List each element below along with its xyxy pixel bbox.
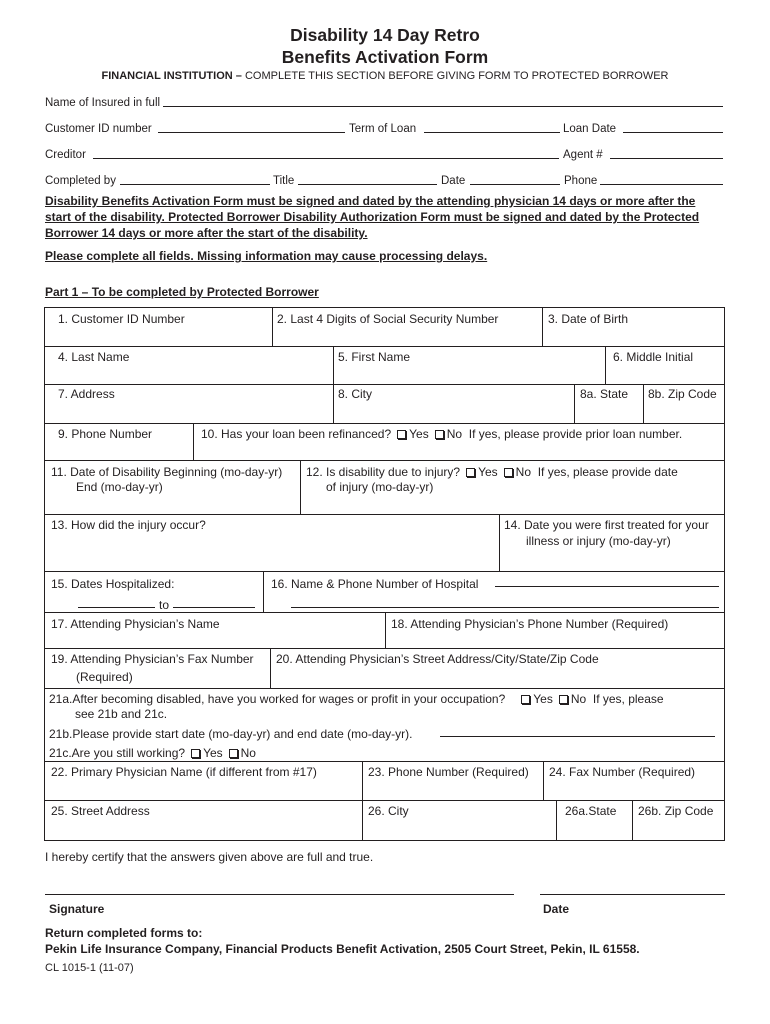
completed-by-field[interactable] [120, 184, 270, 185]
col-divider [556, 800, 557, 841]
title-field[interactable] [298, 184, 437, 185]
customer-id-number-cell[interactable]: 1. Customer ID Number [58, 312, 185, 326]
injury-label: 12. Is disability due to injury? [306, 465, 461, 479]
disability-end-label[interactable]: End (mo-day-yr) [76, 480, 163, 494]
ssn-last4-cell[interactable]: 2. Last 4 Digits of Social Security Number [277, 312, 499, 326]
first-name-cell[interactable]: 5. First Name [338, 350, 411, 364]
refinanced-no-checkbox[interactable] [435, 430, 444, 439]
still-working-yes-label: Yes [203, 746, 223, 760]
signature-label: Signature [49, 902, 105, 916]
refinanced-rest: If yes, please provide prior loan number. [468, 427, 683, 441]
physician-fax-required: (Required) [76, 670, 133, 684]
return-address: Pekin Life Insurance Company, Financial Products Benefit Activation, 2505 Court Street, Pekin, IL 61558. [45, 942, 640, 956]
customer-id-field[interactable] [158, 132, 345, 133]
signature-line[interactable] [45, 894, 514, 895]
last-name-cell[interactable]: 4. Last Name [58, 350, 130, 364]
completed-by-label: Completed by [45, 175, 116, 187]
first-treated-label2: illness or injury (mo-day-yr) [526, 534, 671, 548]
worked-label: 21a.After becoming disabled, have you worked for wages or profit in your occupation? [49, 692, 506, 706]
worked-no-checkbox[interactable] [559, 695, 568, 704]
col-divider [362, 761, 363, 841]
hospitalized-from-field[interactable] [78, 607, 155, 608]
still-working-no-label: No [240, 746, 256, 760]
signature-date-line[interactable] [540, 894, 725, 895]
creditor-field[interactable] [93, 158, 559, 159]
loan-date-field[interactable] [623, 132, 723, 133]
notice-line3: Borrower 14 days or more after the start of the disability. [45, 226, 368, 240]
injury-no-label: No [515, 465, 532, 479]
work-dates-label: 21b.Please provide start date (mo-day-yr) and end date (mo-day-yr). [49, 727, 413, 741]
part1-heading: Part 1 – To be completed by Protected Borrower [45, 285, 319, 299]
date-field[interactable] [470, 184, 560, 185]
injury-yes-checkbox[interactable] [466, 468, 475, 477]
row-divider [44, 648, 725, 649]
col-divider [643, 384, 644, 423]
loan-date-label: Loan Date [563, 123, 617, 135]
col-divider [499, 514, 500, 571]
col-divider [272, 307, 273, 346]
worked-yes-checkbox[interactable] [521, 695, 530, 704]
hospital-phone-field[interactable] [291, 607, 719, 608]
worked-question [49, 691, 664, 707]
refinanced-yes-label: Yes [409, 427, 429, 441]
col-divider [270, 648, 271, 688]
notice-line1: Disability Benefits Activation Form must be signed and dated by the attending physician 14 days or more after the [45, 194, 696, 208]
how-injury-occurred-cell[interactable]: 13. How did the injury occur? [51, 518, 206, 532]
col-divider [193, 423, 194, 460]
worked-see-label: see 21b and 21c. [75, 707, 168, 721]
row-divider [44, 514, 725, 515]
primary-physician-cell[interactable]: 22. Primary Physician Name (if different from #17) [51, 765, 317, 779]
hospital-name-label: 16. Name & Phone Number of Hospital [271, 577, 479, 591]
name-insured-label: Name of Insured in full [45, 97, 161, 109]
worked-no-label: No [570, 692, 587, 706]
complete-all-notice: Please complete all fields. Missing information may cause processing delays. [45, 249, 488, 263]
subtitle-bold: FINANCIAL INSTITUTION – [101, 70, 242, 82]
injury-yes-label: Yes [478, 465, 498, 479]
injury-no-checkbox[interactable] [504, 468, 513, 477]
subtitle-rest: COMPLETE THIS SECTION BEFORE GIVING FORM TO PROTECTED BORROWER [244, 70, 669, 82]
phone-field[interactable] [600, 184, 723, 185]
agent-label: Agent # [563, 149, 603, 161]
signature-date-label: Date [543, 902, 570, 916]
institution-subtitle [0, 70, 770, 82]
hospital-name-field[interactable] [495, 586, 719, 587]
refinanced-question [201, 426, 682, 442]
col-divider [300, 460, 301, 514]
address-cell[interactable]: 7. Address [58, 387, 115, 401]
refinanced-no-label: No [446, 427, 463, 441]
form-title-line2: Benefits Activation Form [281, 47, 489, 67]
physician-fax-cell[interactable]: 19. Attending Physician’s Fax Number [51, 652, 254, 666]
row-divider [44, 384, 725, 385]
col-divider [632, 800, 633, 841]
dates-hospitalized-label: 15. Dates Hospitalized: [51, 577, 175, 591]
name-insured-field[interactable] [163, 106, 723, 107]
customer-id-label: Customer ID number [45, 123, 152, 135]
physician-zip-cell[interactable]: 26b. Zip Code [638, 804, 714, 818]
injury-date-label[interactable]: of injury (mo-day-yr) [326, 480, 434, 494]
worked-rest: If yes, please [592, 692, 664, 706]
notice-line2: start of the disability. Protected Borrower Disability Authorization Form must be signed and dated by the Protected [45, 210, 700, 224]
title-label: Title [273, 175, 295, 187]
col-divider [605, 346, 606, 384]
still-working-no-checkbox[interactable] [229, 749, 238, 758]
hospitalized-to-field[interactable] [173, 607, 255, 608]
still-working-yes-checkbox[interactable] [191, 749, 200, 758]
hospitalized-to-label: to [159, 598, 170, 612]
certify-statement: I hereby certify that the answers given above are full and true. [45, 850, 374, 864]
physician-name-cell[interactable]: 17. Attending Physician’s Name [51, 617, 220, 631]
form-title-line1: Disability 14 Day Retro [290, 25, 480, 45]
date-of-birth-cell[interactable]: 3. Date of Birth [548, 312, 629, 326]
row-divider [44, 688, 725, 689]
col-divider [543, 761, 544, 800]
term-of-loan-field[interactable] [424, 132, 560, 133]
worked-yes-label: Yes [533, 692, 553, 706]
date-label: Date [441, 175, 466, 187]
col-divider [263, 571, 264, 612]
row-divider [44, 423, 725, 424]
phone-label: Phone [564, 175, 598, 187]
physician-phone-cell[interactable]: 18. Attending Physician’s Phone Number (Required) [391, 617, 669, 631]
injury-rest: If yes, please provide date [537, 465, 678, 479]
row-divider [44, 761, 725, 762]
form-code: CL 1015-1 (11-07) [45, 962, 134, 974]
col-divider [574, 384, 575, 423]
return-instructions: Return completed forms to: [45, 926, 203, 940]
disability-begin-label[interactable]: 11. Date of Disability Beginning (mo-day-yr) [51, 465, 283, 479]
refinanced-label: 10. Has your loan been refinanced? [201, 427, 392, 441]
still-working-label: 21c.Are you still working? [49, 746, 186, 760]
state-cell[interactable]: 8a. State [580, 387, 629, 401]
row-divider [44, 346, 725, 347]
first-treated-label[interactable]: 14. Date you were first treated for your [504, 518, 709, 532]
primary-fax-cell[interactable]: 24. Fax Number (Required) [549, 765, 696, 779]
col-divider [542, 307, 543, 346]
street-address-cell[interactable]: 25. Street Address [51, 804, 150, 818]
row-divider [44, 460, 725, 461]
injury-question [306, 464, 678, 480]
refinanced-yes-checkbox[interactable] [397, 430, 406, 439]
phone-number-cell[interactable]: 9. Phone Number [58, 427, 153, 441]
row-divider [44, 571, 725, 572]
work-dates-field[interactable] [440, 736, 715, 737]
row-divider [44, 800, 725, 801]
primary-phone-cell[interactable]: 23. Phone Number (Required) [368, 765, 529, 779]
col-divider [333, 346, 334, 423]
physician-city-cell[interactable]: 26. City [368, 804, 409, 818]
creditor-label: Creditor [45, 149, 86, 161]
term-of-loan-label: Term of Loan [349, 123, 417, 135]
middle-initial-cell[interactable]: 6. Middle Initial [613, 350, 694, 364]
physician-address-cell[interactable]: 20. Attending Physician’s Street Address/City/State/Zip Code [276, 652, 599, 666]
still-working-question [49, 745, 256, 761]
zip-code-cell[interactable]: 8b. Zip Code [648, 387, 717, 401]
agent-field[interactable] [610, 158, 723, 159]
city-cell[interactable]: 8. City [338, 387, 373, 401]
col-divider [385, 612, 386, 648]
physician-state-cell[interactable]: 26a.State [565, 804, 617, 818]
